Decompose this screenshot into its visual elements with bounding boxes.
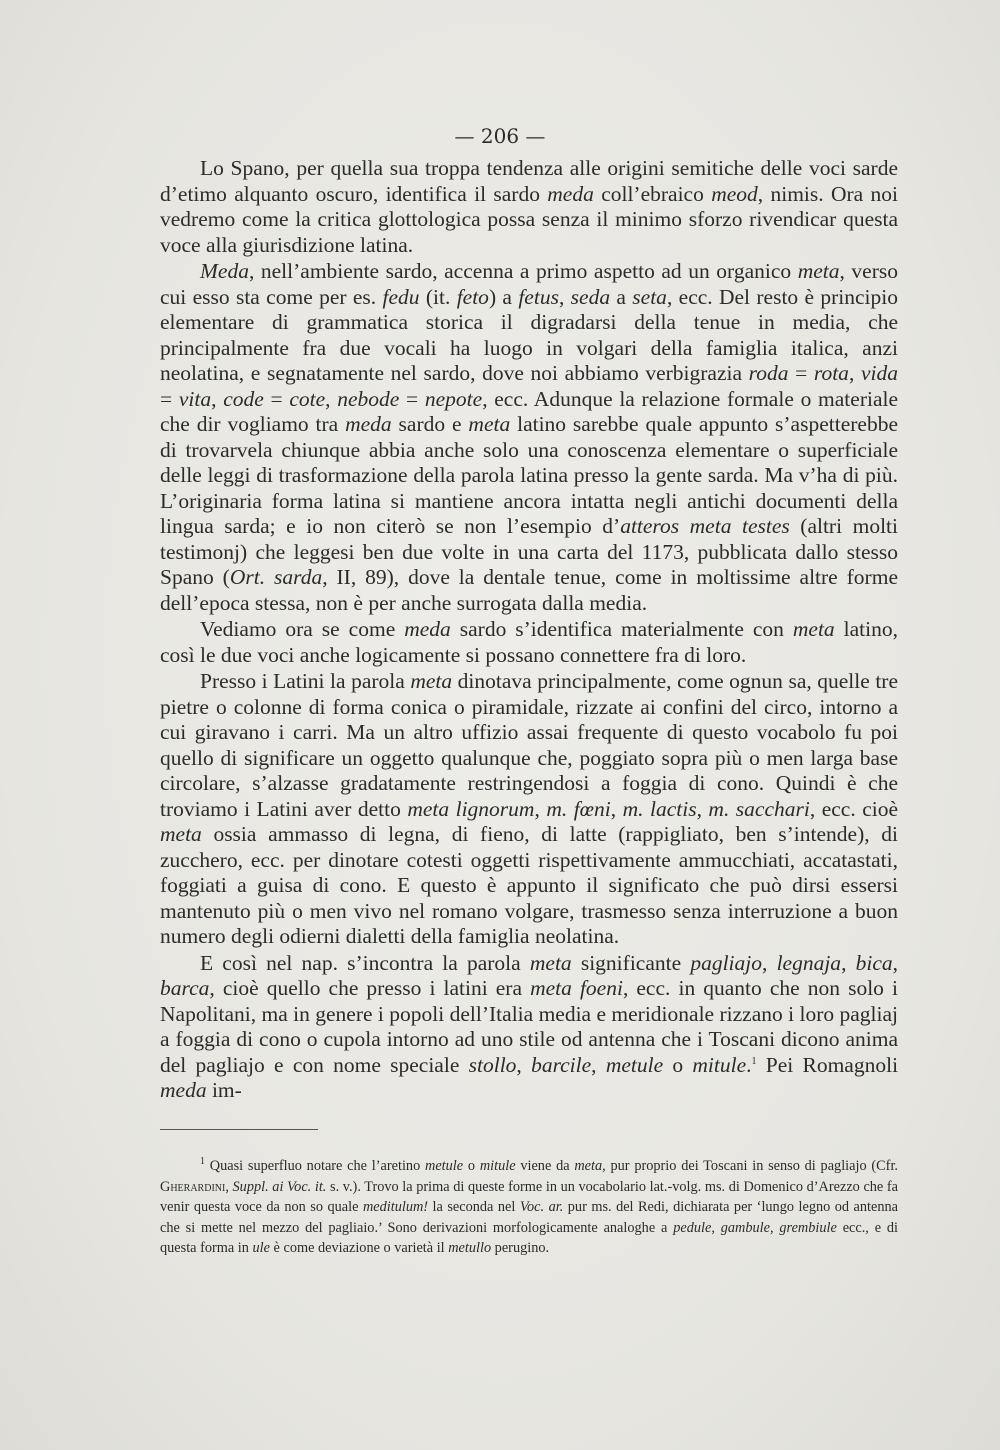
text-segment: , [534,796,547,821]
text-segment: o [663,1052,693,1077]
italic-term: fetus [518,284,559,309]
text-segment: , [696,796,709,821]
text-segment: = [788,361,814,385]
italic-term: nepote [424,386,483,411]
paragraph [160,259,898,616]
italic-term: metullo [448,1240,492,1256]
text-segment: dinotava principalmente, come ognun sa, quelle tre pietre o colonne di forma conica o piramidale, rizzate ai confini del circo, intorno a cui giravano i carri. Ma un altro uffizio assai frequente di questo vocabolo fu poi quello di significare un oggetto qualunque che, poggiato sopra più o men larga base circolare, s’alzasse gradatamente restringendosi a foggia di cono. Quindi è che troviamo i Latini aver detto [160,669,898,821]
italic-term: m. lactis [622,796,697,821]
italic-term: legnaja [776,950,842,975]
italic-term: rota [813,361,849,385]
text-segment: , [211,386,224,411]
text-segment: o [463,1158,480,1174]
italic-term: meta lignorum [407,796,535,821]
text-segment: , [711,1219,721,1236]
italic-term: gambule [720,1219,770,1236]
italic-term: meta [529,950,572,975]
italic-term: vita [178,386,212,411]
italic-term: meditulum! [362,1199,429,1215]
text-segment: viene da [515,1158,575,1174]
italic-term: meta [797,259,840,283]
italic-term: cote [289,386,326,411]
text-segment: . [746,1052,752,1077]
text-segment: Vediamo ora se come [200,617,405,641]
italic-term: meda [547,181,594,206]
italic-term: pedule [673,1219,712,1236]
italic-term: vida [860,361,898,385]
text-segment: , [558,284,571,309]
text-segment: Presso i Latini la parola [200,669,411,693]
text-segment: coll’ebraico [593,181,712,206]
text-segment: , [591,1052,606,1077]
text-segment: , nimis. Ora noi vedremo come la critica glottologica possa senza il minimo sforzo rivendicar questa voce alla giurisdizione latina. [160,181,898,257]
text-segment: , [610,796,623,821]
italic-term: m. sacchari [708,796,810,821]
text-segment: , [225,1178,233,1195]
text-segment: è come deviazione o varietà il [269,1240,449,1256]
footnote-separator [160,1129,318,1130]
italic-term: grembiule [779,1219,837,1236]
text-segment: , ecc. cioè [809,796,899,821]
footnote [160,1156,898,1259]
text-segment: , nell’ambiente sardo, accenna a primo aspetto ad un organico [248,259,798,283]
text-segment: , [769,1219,780,1236]
text-segment: , ecc. in quanto che non solo i Napolitani, ma in genere i popoli dell’Italia media e meridionale rizzano i loro pagliaj a foggia di cono o cupola intorno ad uno stile od antenna che i Toscani dicono anima del pagliajo e con nome speciale [160,976,898,1077]
text-segment: Quasi superfluo notare che l’aretino [205,1158,425,1174]
page-number: — 206 — [454,124,546,148]
footnote-marker: 1 [200,1156,205,1168]
italic-term: mitule [479,1158,516,1174]
italic-term: mitule [692,1052,747,1077]
text-segment: = [399,386,425,411]
text-segment: , cioè quello che presso i latini era [209,976,531,1000]
italic-term: metule [425,1158,464,1174]
text-segment: im- [206,1078,242,1102]
text-segment: sardo e [391,412,469,436]
italic-term: Ort. sarda [229,565,323,589]
paragraph [160,669,898,950]
text-segment: = [263,386,290,411]
text-segment: Pei Romagnoli [756,1052,899,1077]
italic-term: meta [160,822,202,846]
italic-term: stollo [468,1052,517,1077]
italic-term: Suppl. ai Voc. it. [232,1178,327,1195]
italic-term: Meda [200,259,249,283]
italic-term: meda [345,412,392,436]
text-segment: (altri molti testimonj) che leggesi ben due volte in una carta del 1173, pubblicata dallo stesso Spano ( [160,514,898,589]
text-segment: significante [571,950,691,975]
italic-term: m. fœni [546,796,611,821]
text-segment: latino, così le due voci anche logicamente si possano connettere fra di loro. [160,617,898,667]
text-segment: pur ms. del Redi, dichiarata per ‘lungo legno od antenna che si mette nel mezzo del pagliaio.’ Sono derivazioni morfologicamente analoghe a [160,1199,898,1236]
text-segment: , II, 89), dove la dentale tenue, come in moltissime altre forme dell’epoca stessa, non è per anche surrogata dalla media. [160,565,898,615]
text-segment: , [516,1052,532,1077]
italic-term: meda [160,1078,207,1102]
italic-term: meda [404,617,451,641]
text-segment: E così nel nap. s’incontra la parola [200,950,530,975]
text-segment: Gherardini [160,1178,226,1195]
text-segment: latino sarebbe quale appunto s’aspetterebbe di trovarvela chiunque abbia anche solo una conoscenza elementare o superficiale delle leggi di trasformazione della parola latina presso la gente sarda. Ma v’ha di più. L’originaria forma latina si mantiene ancora intatta negli antichi documenti della lingua sarda; e io non citerò se non l’esempio d’ [160,412,898,538]
footnote-reference: 1 [751,1055,757,1067]
italic-term: feto [456,284,489,309]
italic-term: Voc. ar. [519,1199,564,1215]
italic-term: meta foeni [530,976,623,1000]
text-segment: ecc., e di questa forma in [160,1219,899,1256]
paragraph [160,951,898,1104]
italic-term: barca [160,976,210,1000]
text-segment: ossia ammasso di legna, di fieno, di latte (rappigliato, ben s’intende), di zucchero, ecc. per dinotare cotesti oggetti rispettivamente ammucchiati, accatastati, foggiati a guisa di cono. E questo è appunto il significato che può dirsi essersi mantenuto più o men vivo nel romano volgare, trasmesso senza interruzione a buon numero degli odierni dialetti della famiglia neolatina. [160,822,898,948]
italic-term: atteros meta testes [620,514,790,538]
italic-term: meta [410,669,453,693]
text-segment: , [325,386,338,411]
text-segment: la seconda nel [428,1199,520,1215]
italic-term: pagliajo [690,950,762,975]
italic-term: bica [855,950,893,975]
italic-term: seda [570,284,611,309]
text-segment: s. v.). Trovo la prima di queste forme in un vocabolario lat.-volg. ms. di Domenico d’Arezzo che fa venir questa voce da non so quale [160,1178,899,1215]
italic-term: fedu [382,284,420,309]
italic-term: meta [574,1158,603,1174]
italic-term: ule [252,1240,270,1256]
text-segment: = [160,386,179,411]
italic-term: metule [605,1052,664,1077]
italic-term: nebode [337,386,400,411]
text-segment: (it. [419,284,457,309]
text-segment: , pur proprio dei Toscani in senso di pagliajo (Cfr. [602,1158,898,1174]
italic-term: meod [711,181,758,206]
paragraph [160,156,898,258]
italic-term: code [223,386,264,411]
text-segment: ) a [488,284,519,309]
text-segment: , [892,950,899,975]
italic-term: meta [792,617,835,641]
text-segment: perugino. [491,1240,550,1256]
text-segment: , ecc. Del resto è principio elementare di grammatica storica il digradarsi della tenue in media, che principalmente fra due vocali ha luogo in volgari della famiglia italica, anzi neolatina, e segnatamente nel sardo, dove noi abbiamo verbigrazia [160,284,899,385]
text-segment: a [610,284,633,309]
text-segment: , [848,361,861,385]
text-segment: , ecc. Adunque la relazione formale o materiale che dir vogliamo tra [160,386,899,436]
paragraph [160,617,898,668]
italic-term: seta [632,284,667,309]
text-segment: , [762,950,777,975]
text-segment: , [841,950,856,975]
text-segment: , verso cui esso sta come per es. [160,259,898,309]
italic-term: roda [748,361,789,385]
text-segment: Lo Spano, per quella sua troppa tendenza alle origini semitiche delle voci sarde d’etimo alquanto oscuro, identifica il sardo [160,156,898,206]
italic-term: meta [468,412,511,436]
body-text [160,156,898,1104]
italic-term: barcile [531,1052,592,1077]
text-segment: sardo s’identifica materialmente con [450,617,793,641]
